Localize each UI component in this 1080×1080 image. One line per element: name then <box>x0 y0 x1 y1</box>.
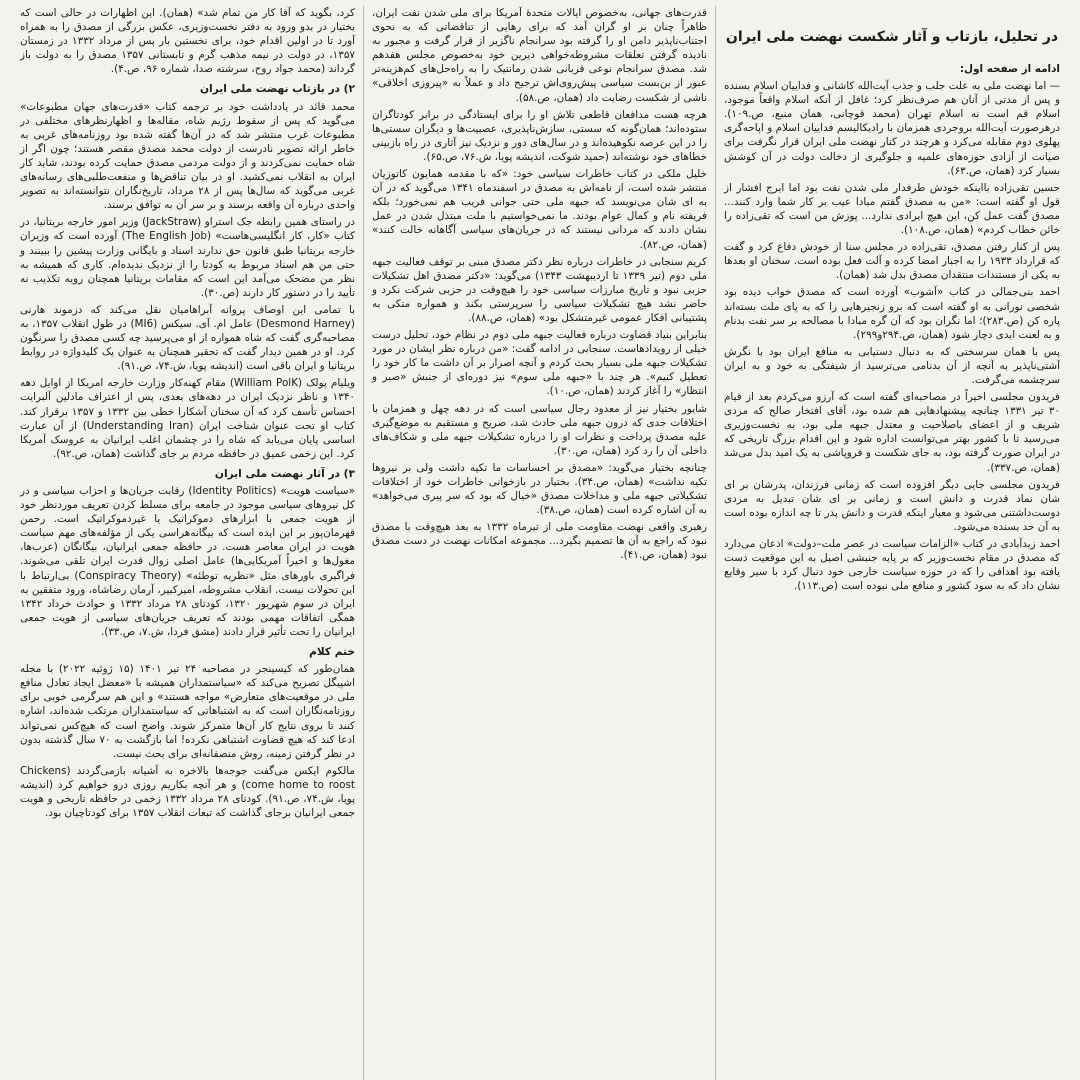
paragraph: رهبری واقعی نهضت مقاومت ملی از تیرماه ۱۳۳۲ به بعد هیچ‌وقت با مصدق نبود که راجع به آن ها تصمیم بگیرد... مجموعه امکانات نهضت در دست مصدق نبود (همان، ص.۴۱). <box>372 521 707 562</box>
section-heading-conclusion: ختم کلام <box>309 646 355 659</box>
article-column-left <box>12 6 364 1080</box>
paragraph: بنابراین بنیاد قضاوت درباره فعالیت جبهه ملی دوم در نظام خود، تحلیل درست خیلی از رویدادهاست. سنجابی در ادامه گفت: «من درباره نظر ایشان در مورد تشکیلات جبهه ملی بسیار بحث کردم و آنچه اصرار بر آن داشت ما کار خود را تعطیل کنیم». هر چند با «جبهه ملی سوم» نیز دوره‌ای از جنبش «صبر و انتظار» را آغاز کردند (همان، ص.۱۰). <box>372 329 707 398</box>
article-title: در تحلیل، بازتاب و آثار شکست نهضت ملی ایران <box>725 29 1059 45</box>
paragraph: کرد، بگوید که آقا کار من تمام شد» (همان). این اظهارات در حالی است که بختیار در بدو ورود به دفتر نخست‌وزیری، عکس بزرگی از مصدق را به همراه آورد تا در اولین اقدام خود، برای نخستین بار پس از مرداد ۱۳۳۲ در زمستان ۱۳۵۷، در دولت در نیمه مذهب گرم و تابستانی ۱۳۵۷ مصدق را به دولت باز گرداند (محمد جواد روح، سرشته صدا، شماره ۹۶، ص.۴). <box>20 7 355 76</box>
paragraph: پس از کنار رفتن مصدق، تقی‌زاده در مجلس سنا از خودش دفاع کرد و گفت که قرارداد ۱۹۳۳ را به اجبار امضا کرده و آلت فعل بوده است. سخنان او بعدها به یکی از مستندات منتقدان مصدق بدل شد (همان). <box>724 241 1060 282</box>
paragraph: مالکوم ایکس می‌گفت جوجه‌ها بالاخره به آشیانه بازمی‌گردند (Chickens come home to roost) و هر آنچه بکاریم روزی درو خواهیم کرد (اندیشه پویا، ش.۷۴، ص.۹۱). کودتای ۲۸ مرداد ۱۳۳۲ زخمی در حافظه تاریخی و هویت جمعی ایرانیان برجای گذاشت که تبعات انقلاب ۱۳۵۷ برای کودتاچیان بود. <box>20 764 355 820</box>
paragraph: محمد قائد در یادداشت خود بر ترجمه کتاب «قدرت‌های جهان مطبوعات» می‌گوید که پس از سقوط رژیم شاه، مقاله‌ها و اظهارنظرهای مختلفی در مطبوعات غرب منتشر شد که در آن‌ها گفته شده بود روزنامه‌های غربی به خاطر ارائه تصویر نادرست از دولت محمد مصدق مقصر هستند؛ چون اگر از شاه حمایت نمی‌کردند و از دولت مردمی مصدق حمایت کرده بودند، شاید کار ایران به انقلاب نمی‌کشید. او در بیان تناقض‌ها و منفعت‌طلبی‌های رسانه‌های غربی می‌گوید که سال‌ها پس از ۲۸ مرداد، تاریخ‌نگاران نتوانسته‌اند به تصویر واحدی درباره آن واقعه برسند و بر سر آن به توافق برسند. <box>20 100 355 212</box>
paragraph: همان‌طور که کیسینجر در مصاحبه ۲۴ تیر ۱۴۰۱ (۱۵ ژوئیه ۲۰۲۲) با مجله اشپیگل تصریح می‌کند که «سیاستمداران همیشه با «معضل ایجاد تعادل منافع ملی در موقعیت‌های متعارض» مواجه هستند» و این هم سرگرمی خوبی برای روزنامه‌نگاران است که به اشتباهاتی که سیاستمداران مرتکب شده‌اند، اشاره کنند تا بروی نتایج کار آن‌ها متمرکز شوند. واضح است که هیچ‌کس نمی‌تواند ادعا کند که هیچ قضاوت اشتباهی نکرده! اما بازگشت به ۷۰ سال گذشته بدون در نظر گرفتن زمینه، روش منصفانه‌ای برای بحث نیست. <box>20 663 356 760</box>
paragraph: خلیل ملکی در کتاب خاطرات سیاسی خود: «که با مقدمه همایون کاتوزیان منتشر شده است، از نامه‌اش به مصدق در اسفندماه ۱۳۴۱ می‌گوید که در آن به ای شان می‌نویسد که جبهه ملی حتی جوانی فریب هم نمی‌خورد؛ بلکه فریفته نام و کمال عوام بودند. ما نمی‌خواستیم با ملت مبتذل شدن در عمل نشان دادند که مردانی نیستند که در جریان‌های سیاسی آگاهانه خالت کنند» (همان، ص.۸۲). <box>372 168 707 251</box>
paragraph: شایور بختیار نیز از معدود رجال سیاسی است که در دهه چهل و همزمان با اختلافات جدی که درون جبهه ملی حادث شد، صریح و مستقیم به موضع‌گیری علیه مصدق پرداخت و نظرات او را درباره تشکیلات جبهه ملی و شکاف‌های داخلی آن را رد کرد (همان، ص.۳۰). <box>372 402 707 457</box>
continued-from-label: ادامه از صفحه اول: <box>959 63 1060 75</box>
section-heading-effects: ۳) در آثار نهضت ملی ایران <box>214 467 355 480</box>
paragraph: پس با همان سرسختی که به دنبال دستیابی به منافع ایران بود با نگرش آشتی‌ناپذیر به آنچه از آن بدنامی می‌ترسید از شیفتگی به خود و به ایران سرچشمه می‌گرفت. <box>724 345 1060 386</box>
paragraph: ویلیام پولک (William PolK) مقام کهنه‌کار وزارت خارجه امریکا از اوایل دهه ۱۳۴۰ و ناظر نزدیک ایران در دهه‌های بعدی، پس از اعتراف مادلین آلبرایت احساس تأسف کرد که آن سخنان آشکارا خطی بین ۱۳۳۲ و ۱۳۵۷ برقرار کند. کتاب او تحت عنوان شناخت ایران (Understanding Iran) از آن عبارت اساسی پایان می‌یابد که شاه را در چشمان اغلب ایرانیان به عروسک آمریکا کرد. این زخمی عمیق در حافظه مردم بر جای گذاشت (همان، ص.۹۲). <box>20 377 356 460</box>
paragraph: حسین تقی‌زاده بااینکه خودش طرفدار ملی شدن نفت بود اما ایرج افشار از قول او گفته است: «من به مصدق گفتم مبادا عیب بر کار شما وارد کنند... مصدق گفت عمل کن، این هیچ ایرادی ندارد... پوزش من است که تقی‌زاده را خائن خطاب کردم» (همان، ص.۱۰۸). <box>724 181 1060 237</box>
article-column-right <box>716 6 1068 1080</box>
paragraph: احمد زیدآبادی در کتاب «الزامات سیاست در عصر ملت–دولت» اذعان می‌دارد که مصدق در مقام نخست‌وزیر که بر پایه جنبشی اصیل به این موقعیت دست یافته بود اهدافی را که در حوزه سیاست خارجی خود دنبال کرد با سیر وقایع نشان داد که به سود کشور و منافع ملی نبوده است (ص.۱۱۳). <box>724 538 1060 593</box>
paragraph: چنانچه بختیار می‌گوید: «مصدق بر احساسات ما تکیه داشت ولی بر نیروها تکیه نداشت» (همان، ص.۳۴). بختیار در بازخوانی خاطرات خود از اختلافات تشکیلاتی جبهه ملی و مداخلات مصدق «خیال که بود که سر پیری می‌خواهد» به آن اشاره کرده است (همان، ص.۳۸). <box>372 461 707 517</box>
paragraph: هرچه هست مدافعان قاطعی تلاش او را برای ایستادگی در برابر کودتاگران ستوده‌اند؛ همان‌گونه که سستی، سازش‌ناپذیری، عصبیت‌ها و دیگران سستی‌ها را در این عرصه نکوهیده‌اند و در سال‌های دور و نزدیک نیز آثاری در راه بازبینی خطاهای خود نوشته‌اند (حمید شوکت، اندیشه پویا، ش.۷۶، ص.۶۵). <box>372 108 707 163</box>
paragraph: با تمامی این اوصاف پروانه آبراهامیان نقل می‌کند که دزموند هارنی (Desmond Harney) عامل ام. آی. سیکس (MI6) در طول انقلاب ۱۳۵۷، به مصاحبه‌گری گفت که شاه همواره از او می‌پرسید چه کسی مصدق را سرنگون کرد. او در همین دیدار گفت که تحقیر همچنان به عنوان یک کلیدواژه در روابط بریتانیا و ایران باقی است (اندیشه پویا، ش.۷۴، ص.۹۱). <box>20 303 355 373</box>
paragraph: فریدون مجلسی جایی دیگر افزوده است که زمانی فرزندان، پدرشان بر ای شان نماد قدرت و دانش است و زمانی بر ای شان تبدیل به مردی دوست‌داشتنی می‌شود و معیار اینکه قدرت و دانش پدر تا چه اندازه بوده است به آن حد بسنده می‌شود. <box>724 478 1060 533</box>
section-heading-reflection: ۲) در بازتاب نهضت ملی ایران <box>199 83 355 96</box>
paragraph: احمد بنی‌جمالی در کتاب «آشوب» آورده است که مصدق خواب دیده بود شخصی نورانی به او گفته است که برو زنجیرهایی را که به پای ملت بسته‌اند پاره کن (ص.۲۸۳)؛ اما نگران بود که آن گره مبادا با مصالحه بر سر نفت بدنام و به لعنت ابدی دچار شود (همان، ص.۲۹۴و۲۹۹). <box>724 286 1060 341</box>
paragraph: در راستای همین رابطه جک استراو (JackStraw) وزیر امور خارجه بریتانیا، در کتاب «کار، کار انگلیسی‌هاست» (The English Job) آورده است که وزیران خارجه بریتانیا طبق قانون حق ندارند اسناد و بایگانی وزارت پیشین را ببینند و حتی من هم اسناد مربوط به کودتا را از نزدیک ندیده‌ام. کاری که همیشه به نظر من مضحک می‌آمد این است که مقامات بریتانیا همچنان رویه تکذیب نه تأیید را در دستور کار دارند (ص.۳۰). <box>20 216 355 299</box>
paragraph: قدرت‌های جهانی، به‌خصوص ایالات متحدهٔ آمریکا برای ملی شدن نفت ایران، ظاهراً چنان بر او گران آمد که برای رهایی از تناقضاتی که به نحوی اجتناب‌ناپذیر دامن او را گرفته بود سرانجام ناگزیر از قرار گرفت و مجبور به نادیده گرفتن تعلقات مشروطه‌خواهی دیرین خود به‌خصوص مجلس هفدهم شد. مصدق سرانجام نوعی قربانی شدن رمانتیک را به راه‌حل‌های کم‌هزینه‌تر عبور از بن‌بست سیاسی پیش‌روی‌اش ترجیح داد و عملاً به «پیروزی اخلاقی» ناشی از شکست رضایت داد (همان، ص.۵۸). <box>372 7 707 104</box>
paragraph: — اما نهضت ملی به علت جلب و جذب آیت‌الله کاشانی و فداییان اسلام بسنده و پس از مدتی از آنان هم صرف‌نظر کرد؛ غافل از آنکه اسلام واقعاً موجود، اسلام قم است نه اسلام تهران (محمد قوچانی، همان منبع، ص.۱۰۹). درهرصورت آیت‌الله بروجردی همزمان با رادیکالیسم فداییان اسلام و اپاحه‌گری پهلوی دوم مقابله می‌کرد و هرچند در کنار نهضت ملی ایران قرار نگرفت برای صیانت از آزادی حوزه‌های علمیه و جلوگیری از دخالت دولت در آن کوشش بسیار کرد (همان، ص.۶۳). <box>723 80 1060 177</box>
article-column-middle <box>364 6 716 1080</box>
paragraph: کریم سنجابی در خاطرات درباره نظر دکتر مصدق مبنی بر توقف فعالیت جبهه ملی دوم (تیر ۱۳۳۹ تا اردیبهشت ۱۳۴۳) می‌گوید: «دکتر مصدق اهل تشکیلات حزبی نبود و تاریخ مبارزات سیاسی خود را هیچ‌وقت در حزبی شرکت نکرد و حاضر نشد هیچ تشکیلات سیاسی را سرپرستی بکند و همواره متکی به پشتیبانی افکار عمومی غیرمتشکل بود» (همان، ص.۸۸). <box>372 255 707 324</box>
paragraph: «سیاست هویت» (Identity Politics) رقابت جریان‌ها و احزاب سیاسی و در کل نیروهای سیاسی موجود در جامعه برای مسلط کردن تعریف موردنظر خود از هویت جمعی با ابزارهای دموکراتیک یا غیردموکراتیک است. رحمن قهرمان‌پور بر این ایده است که بیگانه‌هراسی یکی از مؤلفه‌های مهم سیاست هویت در ایران معاصر هست. در حافظه جمعی ایرانیان، بیگانگان (عرب‌ها، مغول‌ها و اخیراً آمریکایی‌ها) عامل اصلی زوال قدرت ایران تلقی می‌شوند. فراگیری باورهای مثل «نظریه توطئه» (Conspiracy Theory) بی‌ارتباط با این تحولات نیست. انقلاب مشروطه، امیرکبیر، آرمان رضاشاه، ورود متفقین به ایران در سوم شهریور ۱۳۲۰، کودتای ۲۸ مرداد ۱۳۳۲ و حوادث خرداد ۱۳۴۲ همگی اتفاقات مهمی بودند که تعریف جریان‌های سیاسی از هویت جمعی ایرانیان را تحت تأثیر قرار دادند (مشق فردا، ش.۷، ص.۳۳). <box>20 485 355 638</box>
paragraph: فریدون مجلسی اخیراً در مصاحبه‌ای گفته است که آرزو می‌کردم بعد از قیام ۳۰ تیر ۱۳۳۱ چنانچه پیشنهادهایی هم شده بود، آقای افتخار صالح که مردی شریف و از اعضای باصلاحیت و معتدل جبهه ملی بود، به نخست‌وزیری می‌رسید تا با کشور بهتر می‌توانست اداره شود و این اقدام بزرگ تاریخی که در ایران صورت گرفته بود، به جای شکست و فروپاشی به یک امید بدل می‌شد (همان، ص.۳۳۷). <box>724 391 1060 474</box>
